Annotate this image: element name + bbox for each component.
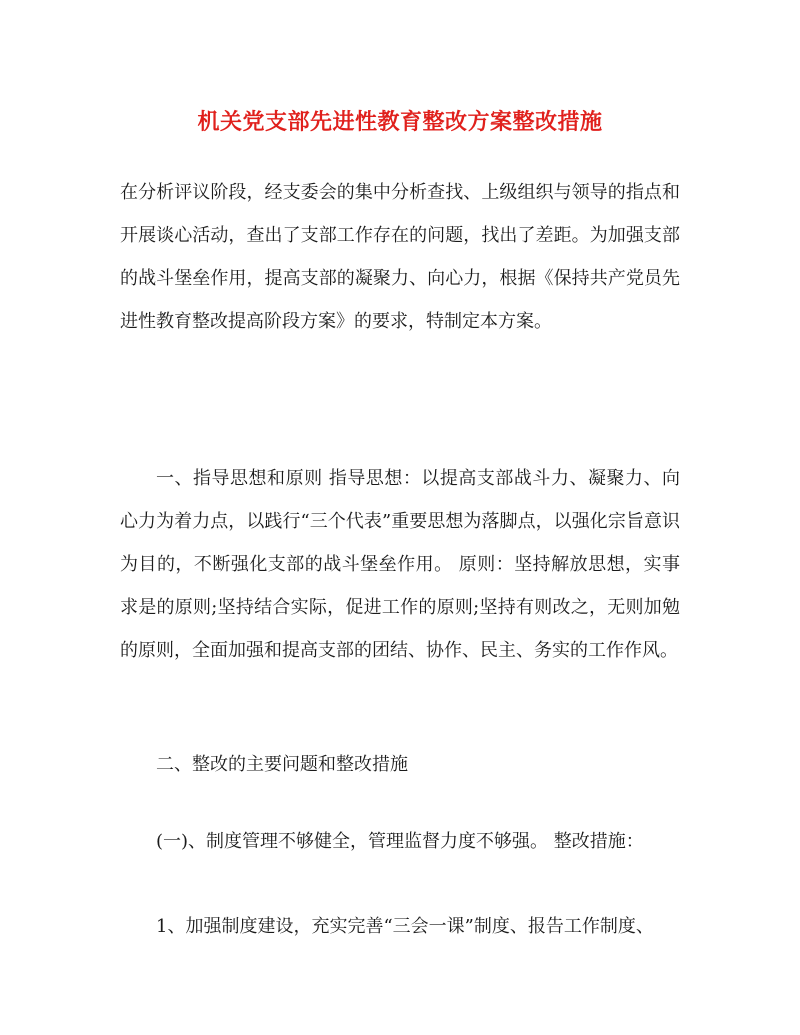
intro-paragraph: 在分析评议阶段，经支委会的集中分析查找、上级组织与领导的指点和开展谈心活动，查出了支部工作存在的问题，找出了差距。为加强支部的战斗堡垒作用，提高支部的凝聚力、向心力，根据《保持共产党员先进性教育整改提高阶段方案》的要求，特制定本方案。 — [120, 182, 680, 332]
guiding-principles-paragraph: 一、指导思想和原则 指导思想：以提高支部战斗力、凝聚力、向心力为着力点，以践行“三个代表”重要思想为落脚点，以强化宗旨意识为目的，不断强化支部的战斗堡垒作用。 原则：坚持解放思想，实事求是的原则;坚持结合实际，促进工作的原则;坚持有则改之，无则加勉的原则，全面加强和提高支部的团结、协作、民主、务实的工作作风。 — [120, 468, 680, 661]
section-heading-2: 二、整改的主要问题和整改措施 — [156, 754, 408, 775]
measure-item-1: 1、加强制度建设，充实完善“三会一课”制度、报告工作制度、 — [156, 916, 654, 937]
subsection-heading-1: (一)、制度管理不够健全，管理监督力度不够强。 整改措施： — [156, 831, 644, 852]
document-title: 机关党支部先进性教育整改方案整改措施 — [197, 109, 603, 135]
